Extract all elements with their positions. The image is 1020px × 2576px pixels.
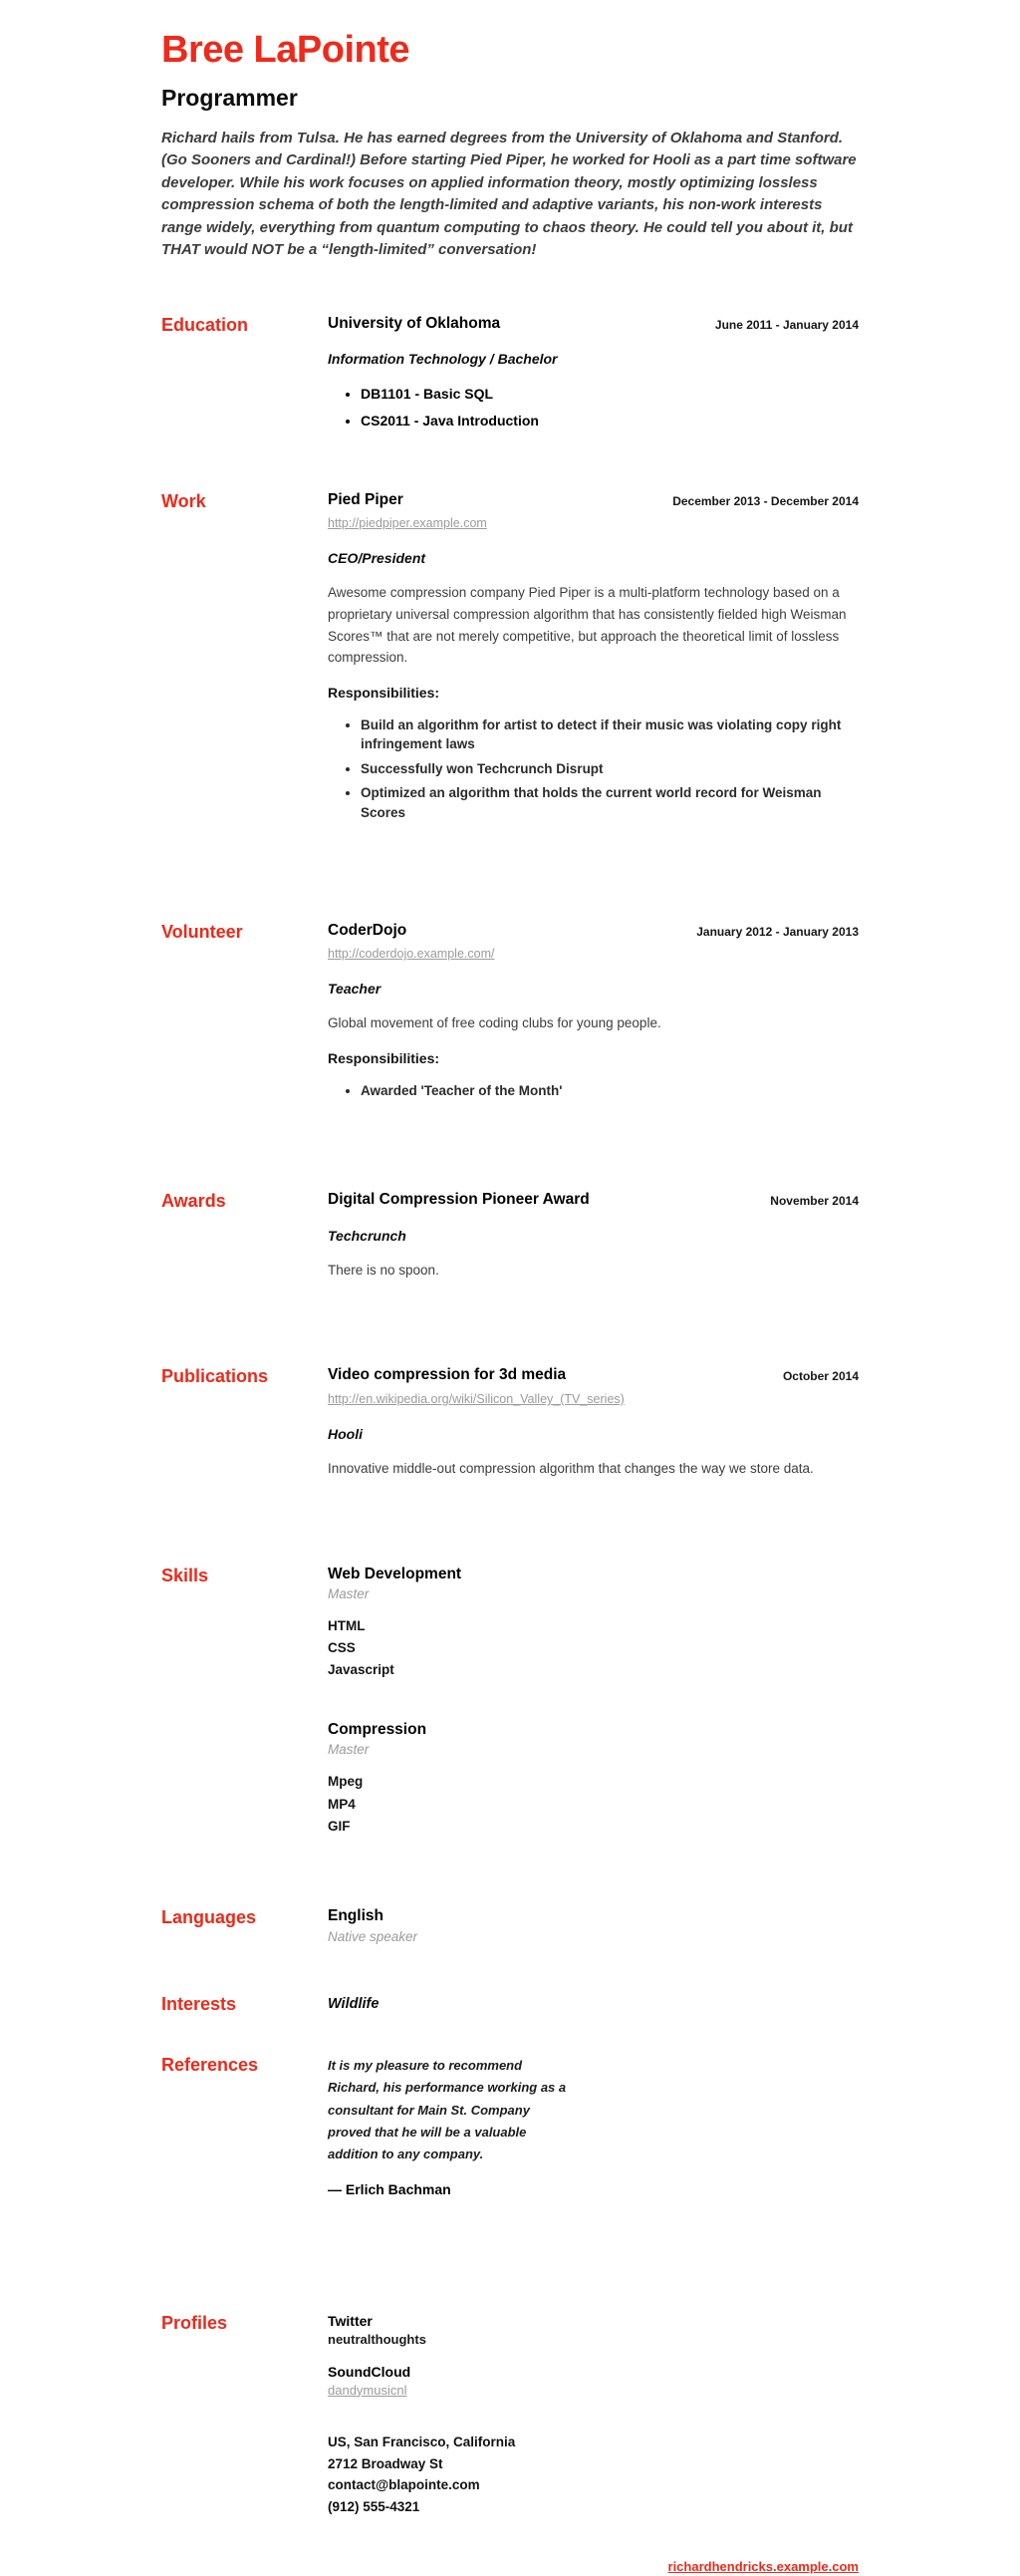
highlight-item: • Optimized an algorithm that holds the current world record for Weisman Scores [361, 783, 859, 822]
skill-keyword: Mpeg [328, 1774, 364, 1790]
skill-keyword: HTML [328, 1617, 366, 1633]
education-degree: Information Technology / Bachelor [328, 351, 558, 368]
skill-name: Web Development [328, 1565, 462, 1582]
skill-keyword: GIF [328, 1819, 351, 1834]
languages-heading: Languages [161, 1907, 257, 1928]
volunteer-summary: Global movement of free coding clubs for young people. [328, 1015, 661, 1031]
skill-keywords [328, 1615, 859, 1682]
summary-text: Richard hails from Tulsa. He has earned degrees from the University of Oklahoma and Stanford. (Go Sooners and Cardinal!) Before starting Pied Piper, he worked for Hooli as a part time software developer. While his work focuses on applied information theory, mostly optimizing lossless compression schema of both the length-limited and adaptive variants, his non-work interests range widely, everything from quantum computing to chaos theory. He could tell you about it, but THAT would NOT be a “length-limited” conversation! [161, 129, 857, 259]
publications-heading: Publications [161, 1366, 269, 1387]
website-link[interactable]: richardhendricks.example.com [667, 2559, 859, 2575]
profile-network: Twitter [328, 2312, 373, 2329]
publication-publisher: Hooli [328, 1426, 363, 1443]
contact-phone: (912) 555-4321 [328, 2499, 420, 2515]
contact-address: 2712 Broadway St [328, 2455, 443, 2471]
award-summary: There is no spoon. [328, 1262, 439, 1278]
education-institution: University of Oklahoma [328, 314, 501, 332]
contact-location: US, San Francisco, California [328, 2433, 516, 2449]
section-volunteer [161, 922, 859, 1106]
profile-item [328, 2364, 859, 2400]
skill-name: Compression [328, 1721, 427, 1739]
volunteer-highlights [328, 1081, 859, 1101]
skill-keyword: CSS [328, 1639, 356, 1655]
profiles-heading: Profiles [161, 2312, 228, 2333]
volunteer-responsibilities-label: Responsibilities: [328, 1049, 440, 1066]
section-references [161, 2055, 859, 2197]
resume-header [161, 30, 859, 262]
work-summary: Awesome compression company Pied Piper is a multi-platform technology based on a proprietary universal compression algorithm that has consistently fielded high Weisman Scores™ that are not merely competitive, but approach the theoretical limit of lossless compression. [328, 585, 847, 666]
interest-name: Wildlife [328, 1996, 380, 2013]
work-heading: Work [161, 490, 206, 511]
profile-network: SoundCloud [328, 2363, 411, 2380]
skill-block [328, 1566, 859, 1682]
education-date: June 2011 - January 2014 [714, 317, 859, 332]
education-courses [328, 385, 859, 429]
award-date: November 2014 [770, 1194, 859, 1209]
resume-page [161, 0, 859, 2576]
volunteer-date: January 2012 - January 2013 [696, 924, 859, 939]
publication-summary: Innovative middle-out compression algorithm that changes the way we store data. [328, 1461, 814, 1477]
interests-heading: Interests [161, 1994, 237, 2015]
section-awards [161, 1191, 859, 1281]
work-highlights [328, 716, 859, 823]
work-position: CEO/President [328, 550, 426, 567]
profile-username: neutralthoughts [328, 2331, 426, 2347]
section-interests [161, 1994, 859, 2015]
job-title: Programmer [161, 84, 298, 111]
profile-username-link[interactable]: dandymusicnl [328, 2382, 407, 2398]
skill-keyword: MP4 [328, 1796, 356, 1812]
award-title: Digital Compression Pioneer Award [328, 1191, 590, 1209]
contact-email: contact@blapointe.com [328, 2477, 480, 2493]
awards-heading: Awards [161, 1191, 226, 1212]
section-publications [161, 1366, 859, 1479]
course-item: • CS2011 - Java Introduction [361, 412, 859, 429]
contact-footer [161, 2432, 859, 2576]
volunteer-position: Teacher [328, 981, 382, 998]
highlight-item: • Build an algorithm for artist to detect if their music was violating copy right infringement laws [361, 716, 859, 754]
work-responsibilities-label: Responsibilities: [328, 684, 440, 701]
section-languages [161, 1907, 859, 1944]
language-name: English [328, 1907, 383, 1925]
publication-date: October 2014 [782, 1369, 859, 1384]
reference-name: — Erlich Bachman [328, 2180, 451, 2197]
award-awarder: Techcrunch [328, 1227, 406, 1244]
skills-heading: Skills [161, 1565, 209, 1585]
volunteer-url-link[interactable]: http://coderdojo.example.com/ [328, 947, 495, 962]
section-profiles [161, 2313, 859, 2400]
highlight-item: • Awarded 'Teacher of the Month' [361, 1081, 859, 1101]
skill-block [328, 1721, 859, 1838]
volunteer-organization: CoderDojo [328, 921, 407, 939]
publication-url-link[interactable]: http://en.wikipedia.org/wiki/Silicon_Valley_(TV_series) [328, 1392, 625, 1407]
section-skills [161, 1566, 859, 1839]
volunteer-heading: Volunteer [161, 921, 243, 942]
skill-keyword: Javascript [328, 1662, 394, 1678]
publication-title: Video compression for 3d media [328, 1366, 567, 1384]
work-company: Pied Piper [328, 490, 403, 508]
skill-level: Master [328, 1742, 370, 1758]
section-education [161, 315, 859, 437]
language-fluency: Native speaker [328, 1929, 418, 1945]
person-name: Bree LaPointe [161, 29, 410, 71]
work-date: December 2013 - December 2014 [672, 493, 859, 508]
profile-item [328, 2313, 859, 2347]
education-heading: Education [161, 314, 249, 335]
skill-keywords [328, 1771, 859, 1838]
references-heading: References [161, 2054, 259, 2075]
section-work [161, 491, 859, 828]
highlight-item: • Successfully won Techcrunch Disrupt [361, 759, 859, 779]
reference-quote: It is my pleasure to recommend Richard, his performance working as a consultant for Main St. Company proved that he will be a valuable addition to any company. [328, 2057, 567, 2162]
course-item: • DB1101 - Basic SQL [361, 385, 859, 403]
work-url-link[interactable]: http://piedpiper.example.com [328, 516, 487, 531]
skill-level: Master [328, 1585, 370, 1601]
